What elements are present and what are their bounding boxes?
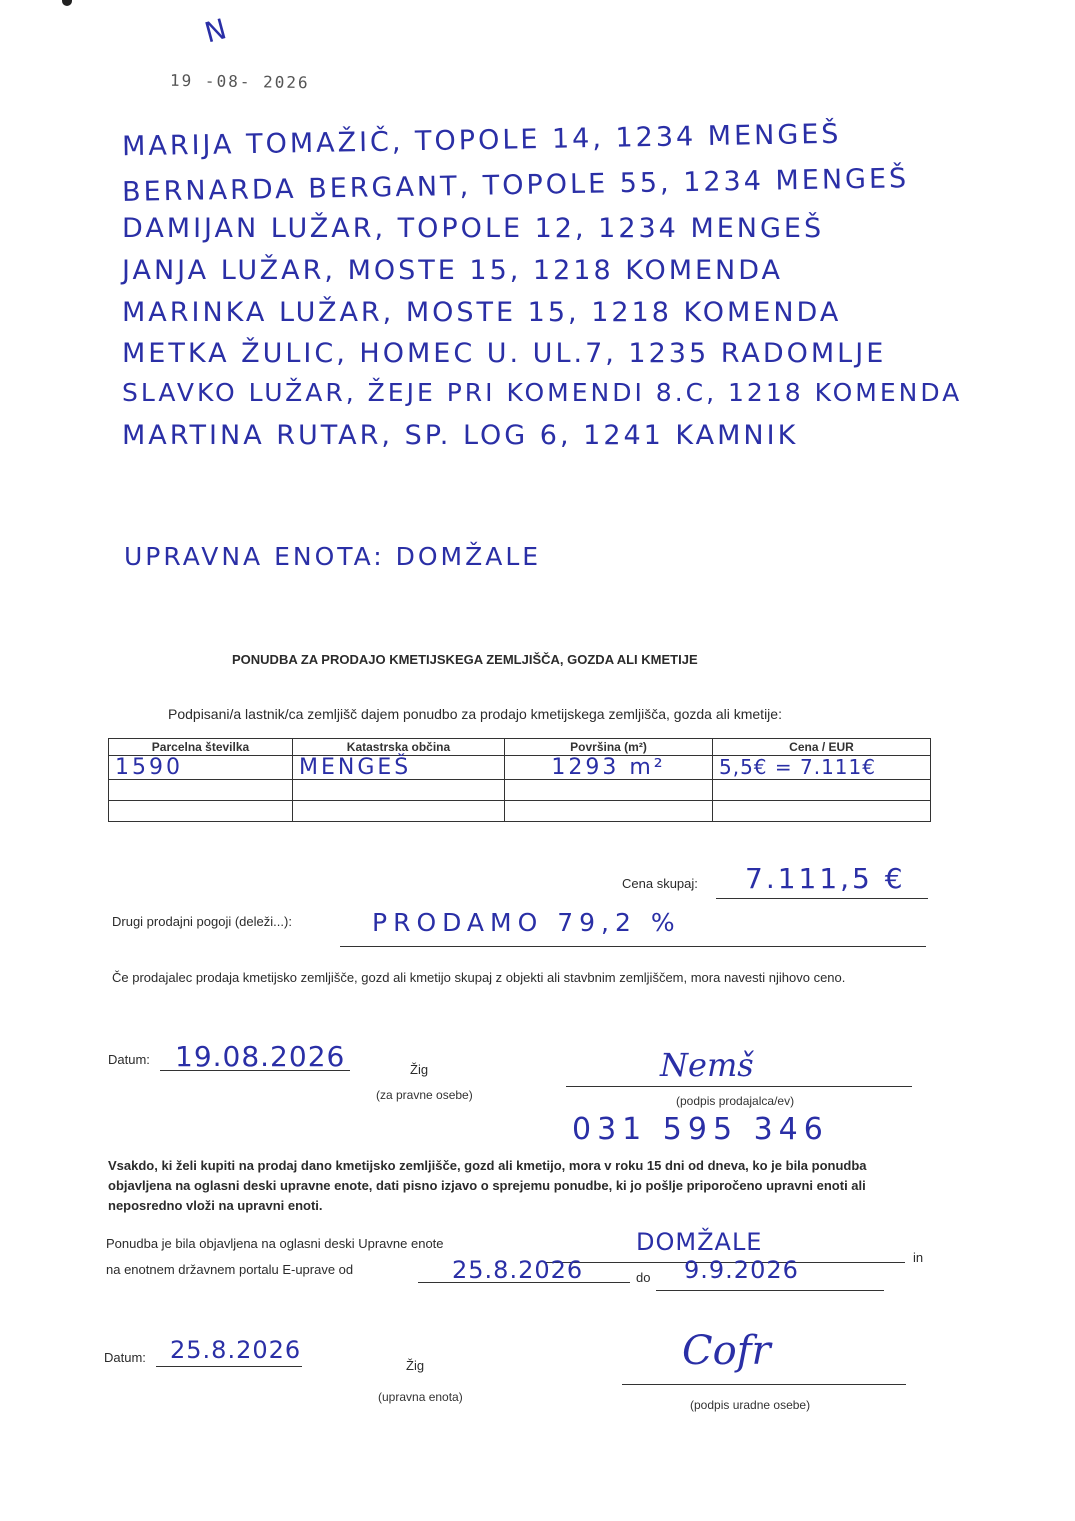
seller-stamp-sublabel: (za pravne osebe): [376, 1088, 473, 1102]
seller-date-label: Datum:: [108, 1052, 150, 1067]
official-stamp-label: Žig: [406, 1358, 425, 1373]
header-price: Cena / EUR: [713, 739, 931, 756]
corner-mark: N: [201, 11, 233, 50]
table-row: [109, 801, 931, 822]
seller-signature-line: [566, 1086, 912, 1087]
official-date-line: [156, 1366, 302, 1367]
owner-line-2: BERNARDA BERGANT, TOPOLE 55, 1234 MENGEŠ: [121, 163, 910, 208]
seller-signature-label: (podpis prodajalca/ev): [676, 1094, 795, 1108]
parcel-table: [108, 738, 931, 822]
table-row: [109, 780, 931, 801]
published-to-line: [656, 1290, 884, 1291]
total-price-value: 7.111,5 €: [745, 862, 906, 895]
other-conditions-line: [340, 946, 926, 947]
header-cadastral-municipality: Katastrska občina: [293, 739, 505, 756]
published-from-line: [418, 1282, 630, 1283]
owner-line-7: SLAVKO LUŽAR, ŽEJE PRI KOMENDI 8.C, 1218 KOMENDA: [122, 378, 963, 407]
official-signature-line: [622, 1384, 906, 1385]
owner-line-5: MARINKA LUŽAR, MOSTE 15, 1218 KOMENDA: [122, 297, 842, 328]
portal-label: na enotnem državnem portalu E-uprave od: [106, 1262, 354, 1277]
cell-price: [713, 756, 931, 780]
seller-date-line: [160, 1070, 350, 1071]
total-price-line: [716, 898, 928, 899]
parcel-number-value: 1590: [115, 754, 183, 780]
official-signature-label: (podpis uradne osebe): [690, 1398, 811, 1412]
published-from-date: 25.8.2026: [452, 1256, 584, 1284]
published-unit: DOMŽALE: [636, 1228, 763, 1256]
corner-dot: [62, 0, 72, 6]
objects-note: Če prodajalec prodaja kmetijsko zemljišče, gozd ali kmetijo skupaj z objekti ali stavbnim zemljiščem, mora navesti njihovo ceno.: [112, 970, 846, 985]
cadastral-municipality-value: MENGEŠ: [299, 754, 412, 780]
form-intro: Podpisani/a lastnik/ca zemljišč dajem ponudbo za prodajo kmetijskega zemljišča, gozda ali kmetije:: [168, 706, 782, 722]
received-date-stamp: 19 -08- 2026: [169, 70, 310, 93]
published-in: in: [913, 1250, 924, 1265]
seller-date-value: 19.08.2026: [175, 1040, 346, 1073]
owner-line-3: DAMIJAN LUŽAR, TOPOLE 12, 1234 MENGEŠ: [122, 213, 825, 244]
cell-cadastral-municipality: [293, 756, 505, 780]
price-value: 5,5€ = 7.111€: [719, 755, 876, 779]
cell-parcel-number: [109, 756, 293, 780]
cell-area: [505, 756, 713, 780]
official-signature: Cofr: [682, 1328, 771, 1374]
owner-line-1: MARIJA TOMAŽIČ, TOPOLE 14, 1234 MENGEŠ: [121, 118, 842, 163]
acceptance-notice: Vsakdo, ki želi kupiti na prodaj dano kmetijsko zemljišče, gozd ali kmetijo, mora v roku 15 dni od dneva, ko je bila ponudba objavljena na oglasni deski upravne enote, dati pisno izjavo o sprejemu ponudbe, ki jo pošlje priporočeno upravni enoti ali neposredno vloži na upravni enoti.: [108, 1158, 867, 1213]
seller-signature: Nemš: [660, 1046, 754, 1084]
published-to-date: 9.9.2026: [684, 1256, 799, 1284]
official-stamp-sublabel: (upravna enota): [378, 1390, 463, 1404]
other-conditions-value: PRODAMO 79,2 %: [372, 908, 681, 937]
official-date-label: Datum:: [104, 1350, 146, 1365]
header-parcel-number: Parcelna številka: [109, 739, 293, 756]
seller-phone: 031 595 346: [572, 1112, 829, 1147]
administrative-unit-handwritten: UPRAVNA ENOTA: DOMŽALE: [124, 542, 542, 571]
official-date-value: 25.8.2026: [170, 1336, 302, 1364]
seller-stamp-label: Žig: [410, 1062, 429, 1077]
published-to-label: do: [636, 1270, 651, 1285]
owner-line-4: JANJA LUŽAR, MOSTE 15, 1218 KOMENDA: [122, 255, 784, 286]
area-value: 1293 m²: [551, 754, 666, 780]
header-area: Površina (m²): [505, 739, 713, 756]
owner-line-6: METKA ŽULIC, HOMEC U. UL.7, 1235 RADOMLJE: [122, 338, 887, 369]
owner-line-8: MARTINA RUTAR, SP. LOG 6, 1241 KAMNIK: [122, 420, 799, 451]
other-conditions-label: Drugi prodajni pogoji (deleži...):: [112, 914, 292, 929]
total-price-label: Cena skupaj:: [622, 876, 698, 891]
table-row: [109, 756, 931, 780]
table-header-row: [109, 739, 931, 756]
form-title: PONUDBA ZA PRODAJO KMETIJSKEGA ZEMLJIŠČA, GOZDA ALI KMETIJE: [232, 652, 698, 667]
published-label: Ponudba je bila objavljena na oglasni deski Upravne enote: [106, 1236, 444, 1251]
